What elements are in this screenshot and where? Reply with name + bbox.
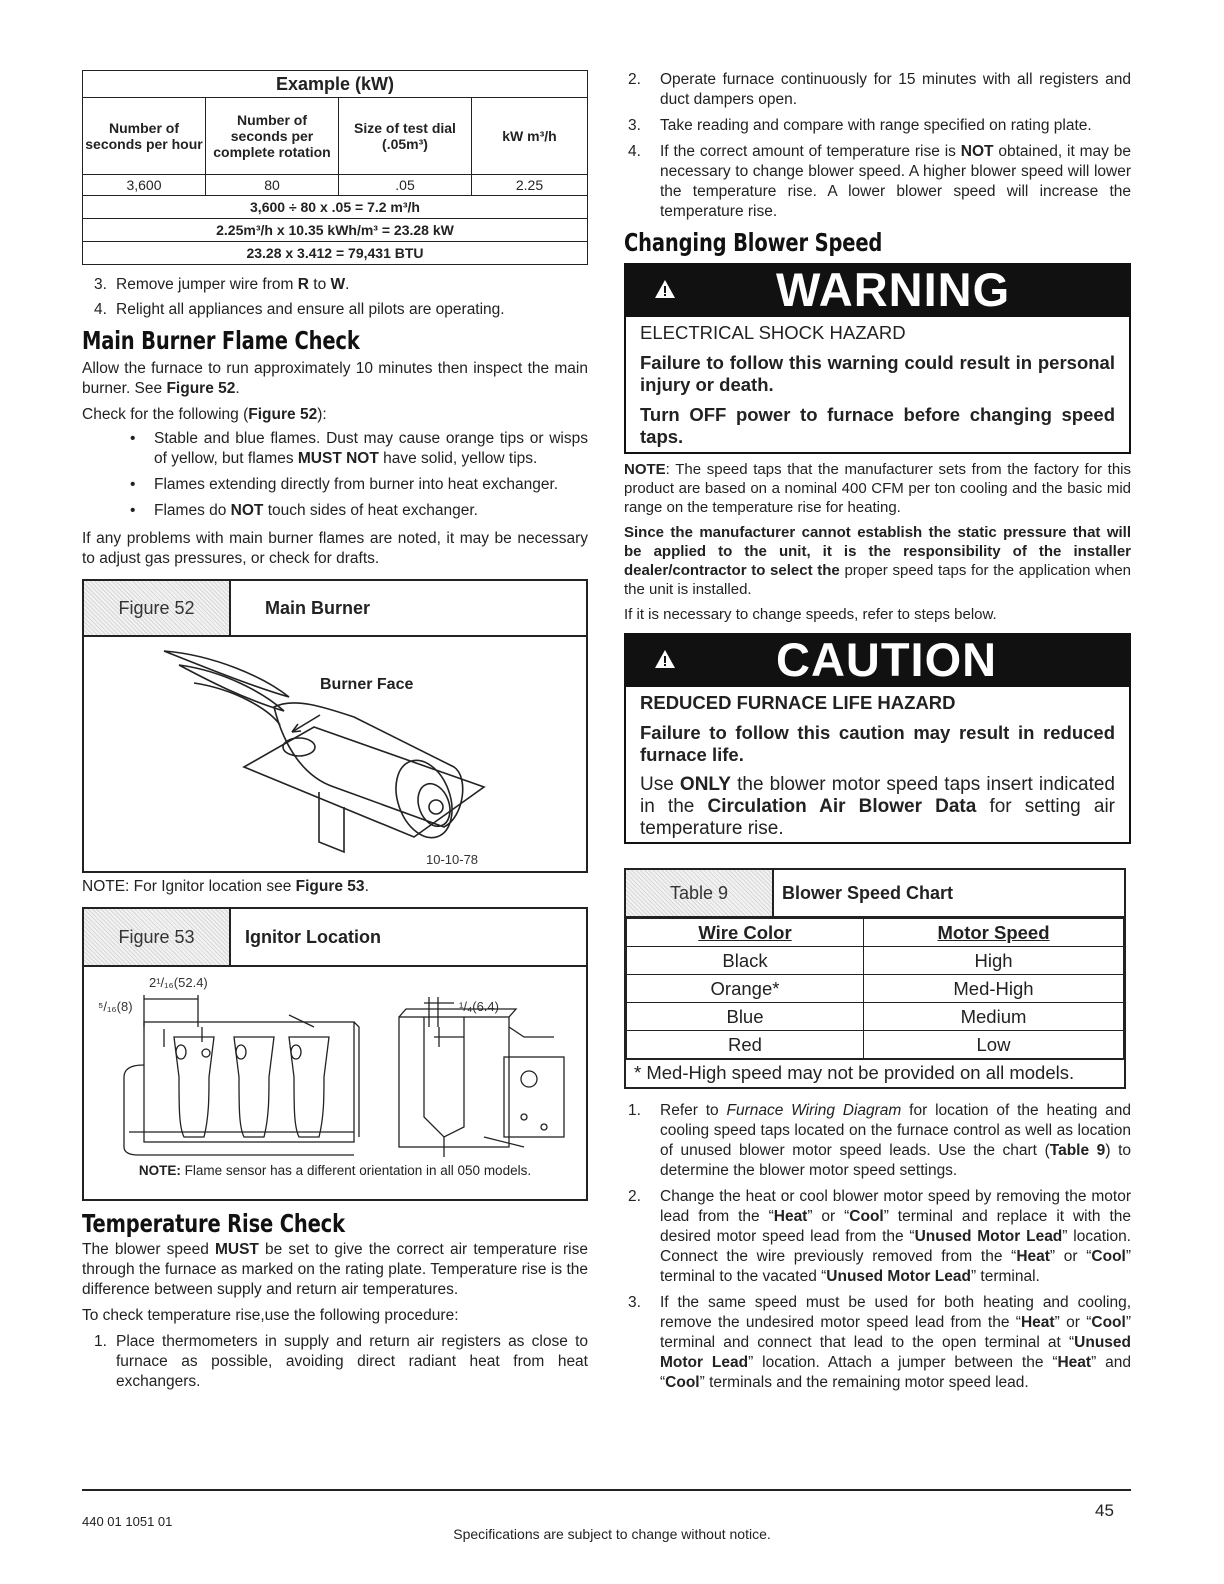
main-burner-heading: Main Burner Flame Check [82,326,360,355]
figure-52 [82,579,588,873]
table-row: Black High [627,947,1124,975]
figure-53-title: Ignitor Location [245,926,381,947]
figure-52-code: 10-10-78 [426,852,479,867]
table-9-label: Table 9 [626,870,774,916]
example-table-title: Example (kW) [83,71,588,98]
note-paragraph: NOTE: The speed taps that the manufacturer sets from the factory for this product are based on a nominal 400 CFM per ton cooling and the basic mid range on the temperature rise for heating. [624,461,1131,516]
table-9-title: Blower Speed Chart [782,882,954,903]
example-value-cell: 80 [206,175,339,196]
example-table [82,70,588,265]
temperature-rise-para-1: The blower speed MUST be set to give the correct air temperature rise through the furnace as marked on the rating plate. Temperature rise is the difference between supply and return air temperatures. [82,1241,588,1298]
caution-hazard: REDUCED FURNACE LIFE HAZARD [640,692,956,713]
caution-line-1: Failure to follow this caution may result in reduced furnace life. [640,722,1115,765]
example-value-cell: .05 [339,175,472,196]
figure-52-label: Figure 52 [84,581,231,635]
table-row: Red Low [627,1031,1124,1059]
step-blower-speed: 4. If the correct amount of temperature rise is NOT obtained, it may be necessary to change blower speed. A higher blower speed will lower the temperature rise. A lower blower speed will increase the temperature rise. [628,143,1131,220]
blower-step-2: 2. Change the heat or cool blower motor speed by removing the motor lead from the “Heat” or “Cool” terminal and replace it with the desired motor speed lead from the “Unused Motor Lead” location. Connect the wire previously removed from the “Heat” or “Cool” terminal to the vacated “Unused Motor Lead” terminal. [628,1188,1132,1285]
footer-rule [82,1489,1131,1491]
example-header-cell: kW m³/h [472,98,588,175]
step-number: 4. [94,301,107,318]
figure-52-title: Main Burner [265,597,371,618]
example-value-cell: 3,600 [83,175,206,196]
step-thermometers: 1. Place thermometers in supply and return air registers as close to furnace as possible, avoiding direct radiant heat from heat exchangers. [94,1333,588,1390]
blower-speed-table [626,918,1124,1059]
bullet-item: • Stable and blue flames. Dust may cause orange tips or wisps of yellow, but flames MUST NOT have solid, yellow tips. [130,430,588,467]
step-text: Relight all appliances and ensure all pilots are operating. [116,301,505,318]
step-relight [82,300,588,320]
example-value-cell: 2.25 [472,175,588,196]
example-calc-row: 2.25m³/h x 10.35 kWh/m³ = 23.28 kW [83,219,588,242]
caution-triangle-icon [654,649,676,669]
temperature-rise-para-2: To check temperature rise,use the following procedure: [82,1307,459,1324]
warning-hazard: ELECTRICAL SHOCK HAZARD [640,322,906,343]
column-header-motor-speed: Motor Speed [864,919,1124,947]
temperature-rise-heading: Temperature Rise Check [82,1209,345,1238]
warning-line-1: Failure to follow this warning could result in personal injury or death. [640,352,1115,395]
footer-disclaimer: Specifications are subject to change without notice. [453,1526,771,1542]
caution-banner: CAUTION [776,633,998,686]
main-burner-para-2: Check for the following (Figure 52): [82,406,327,423]
figure-53-note: NOTE: Flame sensor has a different orientation in all 050 models. [138,1163,532,1178]
changing-blower-heading: Changing Blower Speed [624,228,883,257]
warning-box [624,263,1131,454]
burner-face-callout: Burner Face [320,676,414,693]
static-pressure-paragraph: Since the manufacturer cannot establish the static pressure that will be applied to the unit, it is the responsibility of the installer dealer/contractor to select the proper speed taps for the application when the unit is installed. [624,524,1131,598]
blower-step-1: 1. Refer to Furnace Wiring Diagram for location of the heating and cooling speed taps located on the furnace control as well as location of unused blower motor speed leads. Use the chart (Table 9) to determine the blower motor speed settings. [628,1102,1131,1179]
ignitor-note: NOTE: For Ignitor location see Figure 53. [82,878,369,895]
table-row: Orange* Med-High [627,975,1124,1003]
dimension-label: 2¹/₁₆(52.4) [149,975,208,990]
caution-box [624,633,1131,844]
example-calc-row: 3,600 ÷ 80 x .05 = 7.2 m³/h [83,196,588,219]
bullet-item: • Flames extending directly from burner into heat exchanger. [130,476,559,493]
dimension-label: ⁵/₁₆(8) [98,999,133,1014]
burner-illustration [84,637,586,871]
table-9-footnote: * Med-High speed may not be provided on all models. [626,1059,1124,1087]
left-column [82,70,588,1392]
if-necessary-paragraph: If it is necessary to change speeds, refer to steps below. [624,606,997,623]
example-calc-row: 23.28 x 3.412 = 79,431 BTU [83,242,588,265]
example-header-cell: Size of test dial (.05m³) [339,98,472,175]
blower-step-3: 3. If the same speed must be used for both heating and cooling, remove the undesired motor speed lead from the “Heat” or “Cool” terminal and connect that lead to the open terminal at “Unused Motor Lead” location. Attach a jumper between the “Heat” and “Cool” terminals and the remaining motor speed lead. [628,1294,1131,1391]
main-burner-para-3: If any problems with main burner flames are noted, it may be necessary to adjust gas pressures, or check for drafts. [82,530,588,567]
warning-triangle-icon [654,279,676,299]
dimension-label: ¹/₄(6.4) [459,999,499,1014]
figure-53-label: Figure 53 [84,909,231,965]
page-number: 45 [1095,1501,1114,1520]
right-column [624,70,1131,1393]
step-number: 3. [94,276,107,293]
warning-line-2: Turn OFF power to furnace before changing speed taps. [640,404,1115,447]
table-row: Blue Medium [627,1003,1124,1031]
doc-number: 440 01 1051 01 [82,1514,173,1529]
main-burner-para-1: Allow the furnace to run approximately 10 minutes then inspect the main burner. See Figure 52. [82,360,588,397]
step-text: Remove jumper wire from R to W. [116,276,350,293]
step-remove-jumper [82,275,588,295]
step-operate: 2. Operate furnace continuously for 15 minutes with all registers and duct dampers open. [628,71,1131,108]
table-9 [624,868,1126,1089]
step-take-reading: 3. Take reading and compare with range specified on rating plate. [628,117,1092,134]
warning-banner: WARNING [776,263,1011,316]
figure-53 [82,907,588,1201]
example-header-cell: Number of seconds per complete rotation [206,98,339,175]
caution-line-2: Use ONLY the blower motor speed taps insert indicated in the Circulation Air Blower Data for setting air temperature rise. [640,774,1115,839]
example-header-cell: Number of seconds per hour [83,98,206,175]
column-header-wire-color: Wire Color [627,919,864,947]
bullet-item: • Flames do NOT touch sides of heat exchanger. [130,502,478,519]
